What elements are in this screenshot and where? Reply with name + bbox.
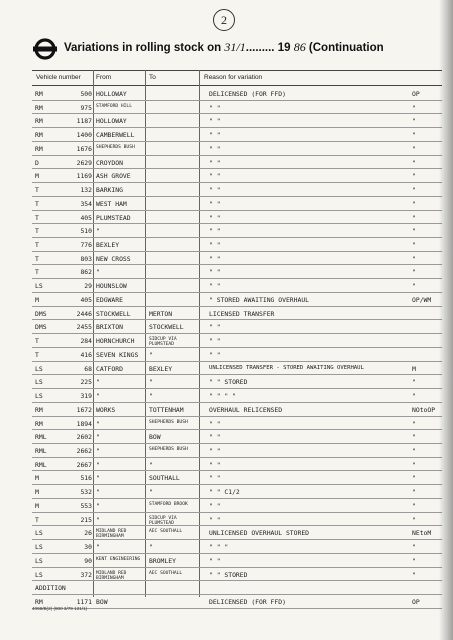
- vehicle-class: T: [35, 350, 39, 359]
- to-garage: BOW: [149, 433, 161, 442]
- from-garage: ": [96, 392, 100, 401]
- title-date: 31/1: [224, 40, 246, 54]
- vehicle-number: 975: [80, 103, 92, 112]
- vehicle-number: 1171: [76, 598, 92, 606]
- header-reason: Reason for variation: [204, 74, 263, 81]
- vehicle-number: 862: [80, 268, 92, 277]
- from-garage: HOUNSLOW: [96, 282, 127, 291]
- vehicle-class: LS: [35, 392, 43, 401]
- vehicle-class: LS: [35, 570, 43, 579]
- reason-text: " ": [209, 337, 221, 346]
- vehicle-class: T: [35, 213, 39, 222]
- vehicle-class: M: [35, 172, 39, 181]
- to-garage: ": [149, 543, 153, 552]
- vehicle-number: 68: [84, 364, 92, 373]
- vehicle-number: 2446: [76, 309, 92, 318]
- vehicle-number: 2629: [76, 158, 92, 167]
- vehicle-class: RM: [35, 598, 43, 606]
- status-code: OP: [412, 598, 420, 606]
- vehicle-number: 284: [80, 337, 92, 346]
- table-row: [32, 416, 442, 431]
- vehicle-number: 2667: [76, 460, 92, 469]
- reason-text: " ": [209, 515, 221, 524]
- table-row: [32, 100, 442, 115]
- vehicle-class: RM: [35, 103, 43, 112]
- table-row: [32, 168, 442, 183]
- reason-text: " " ": [209, 543, 229, 552]
- reason-text: " ": [209, 254, 221, 263]
- vehicle-number: 1894: [76, 419, 92, 428]
- from-garage: BEXLEY: [96, 241, 120, 250]
- table-row: [32, 443, 442, 458]
- vehicle-number: 405: [80, 295, 92, 304]
- from-garage: HOLLOWAY: [96, 117, 127, 126]
- status-code: ": [412, 254, 416, 263]
- from-garage: ": [96, 268, 100, 277]
- to-garage: ": [149, 460, 153, 469]
- reason-text: " ": [209, 117, 221, 126]
- from-garage: HORNCHURCH: [96, 337, 135, 346]
- vehicle-class: LS: [35, 364, 43, 373]
- status-code: ": [412, 172, 416, 181]
- to-garage: SIDCUP VIA PLUMSTEAD: [149, 515, 177, 526]
- london-transport-roundel-logo: [33, 37, 57, 61]
- status-code: ": [412, 446, 416, 455]
- table-row: [32, 319, 442, 334]
- from-garage: MIDLAND RED BIRMINGHAM: [96, 570, 127, 581]
- table-row: [32, 278, 442, 293]
- reason-text: " ": [209, 556, 221, 565]
- vehicle-number: 354: [80, 199, 92, 208]
- to-garage: SHEPHERDS BUSH: [149, 419, 188, 425]
- to-garage: AEC SOUTHALL: [149, 570, 183, 576]
- to-garage: AEC SOUTHALL: [149, 529, 183, 535]
- to-garage: STAMFORD BROOK: [149, 501, 188, 507]
- reason-text: OVERHAUL RELICENSED: [209, 405, 283, 414]
- table-row: [32, 127, 442, 142]
- vehicle-class: LS: [35, 529, 43, 538]
- to-garage: BEXLEY: [149, 364, 173, 373]
- vehicle-class: RM: [35, 405, 43, 414]
- reason-text: " ": [209, 186, 221, 195]
- vehicle-number: 2602: [76, 433, 92, 442]
- table-row: [32, 210, 442, 225]
- status-code: ": [412, 433, 416, 442]
- from-garage: ": [96, 227, 100, 236]
- form-footer-code: 4068/B(2) (800 3/79 121/1): [32, 606, 88, 611]
- from-garage: ": [96, 474, 100, 483]
- from-garage: BOW: [96, 598, 108, 606]
- vehicle-number: 132: [80, 186, 92, 195]
- reason-text: " " STORED: [209, 570, 248, 579]
- from-garage: HOLLOWAY: [96, 90, 127, 98]
- table-row: [32, 223, 442, 238]
- to-garage: ": [149, 488, 153, 497]
- status-code: NEtoM: [412, 529, 432, 538]
- table-row: [32, 498, 442, 513]
- from-garage: KENT ENGINEERING: [96, 556, 141, 562]
- table-row: [32, 182, 442, 197]
- vehicle-number: 215: [80, 515, 92, 524]
- to-garage: BROMLEY: [149, 556, 176, 565]
- reason-text: " ": [209, 501, 221, 510]
- vehicle-number: 372: [80, 570, 92, 579]
- vehicle-class: DMS: [35, 309, 47, 318]
- title-year: 86: [293, 40, 306, 54]
- from-garage: SEVEN KINGS: [96, 350, 139, 359]
- status-code: ": [412, 144, 416, 153]
- reason-text: " ": [209, 323, 221, 332]
- reason-text: " " " ": [209, 392, 236, 401]
- vehicle-class: LS: [35, 543, 43, 552]
- table-row: [32, 113, 442, 128]
- status-code: ": [412, 501, 416, 510]
- from-garage: STAMFORD HILL: [96, 103, 132, 109]
- reason-text: DELICENSED (FOR FFD): [209, 90, 286, 98]
- status-code: ": [412, 282, 416, 291]
- vehicle-class: RM: [35, 90, 43, 98]
- table-row: [32, 388, 442, 403]
- from-garage: ": [96, 433, 100, 442]
- table-row: [32, 251, 442, 266]
- table-row: [32, 594, 442, 609]
- reason-text: " ": [209, 172, 221, 181]
- vehicle-class: RML: [35, 460, 47, 469]
- table-row: [32, 512, 442, 527]
- from-garage: SHEPHERDS BUSH: [96, 144, 135, 150]
- vehicle-number: 225: [80, 378, 92, 387]
- vehicle-class: M: [35, 474, 39, 483]
- vehicle-number: 2455: [76, 323, 92, 332]
- vehicle-number: 553: [80, 501, 92, 510]
- reason-text: UNLICENSED TRANSFER - STORED AWAITING OVERHAUL: [209, 364, 364, 371]
- status-code: OP/WM: [412, 295, 432, 304]
- from-garage: WORKS: [96, 405, 116, 414]
- vehicle-number: 1169: [76, 172, 92, 181]
- vehicle-number: 532: [80, 488, 92, 497]
- status-code: ": [412, 488, 416, 497]
- vehicle-class: T: [35, 199, 39, 208]
- vehicle-class: T: [35, 268, 39, 277]
- vehicle-number: 2662: [76, 446, 92, 455]
- from-garage: CATFORD: [96, 364, 123, 373]
- status-code: ": [412, 460, 416, 469]
- reason-text: " STORED AWAITING OVERHAUL: [209, 295, 310, 304]
- status-code: M: [412, 364, 416, 373]
- table-row: [32, 553, 442, 568]
- vehicle-class: DMS: [35, 323, 47, 332]
- to-garage: SHEPHERDS BUSH: [149, 446, 188, 452]
- vehicle-class: T: [35, 337, 39, 346]
- reason-text: " ": [209, 158, 221, 167]
- vehicle-class: T: [35, 227, 39, 236]
- table-row: [32, 374, 442, 389]
- table-row: [32, 155, 442, 170]
- title-year-prefix: 19: [277, 42, 291, 54]
- to-garage: TOTTENHAM: [149, 405, 184, 414]
- header-to: To: [149, 74, 156, 81]
- page-number: 2: [213, 9, 235, 31]
- title-continuation: (Continuation: [308, 42, 384, 54]
- table-row: [32, 484, 442, 499]
- vehicle-number: 1400: [76, 131, 92, 140]
- vehicle-number: 1676: [76, 144, 92, 153]
- vehicle-class: RML: [35, 446, 47, 455]
- from-garage: PLUMSTEAD: [96, 213, 131, 222]
- from-garage: EDGWARE: [96, 295, 123, 304]
- from-garage: WEST HAM: [96, 199, 127, 208]
- status-code: ": [412, 419, 416, 428]
- table-row: [32, 580, 442, 595]
- status-code: ": [412, 131, 416, 140]
- table-row: [32, 333, 442, 348]
- reason-text: " " C1/2: [209, 488, 240, 497]
- vehicle-number: 26: [84, 529, 92, 538]
- table-row: [32, 237, 442, 252]
- reason-text: " ": [209, 227, 221, 236]
- reason-text: " " STORED: [209, 378, 248, 387]
- reason-text: LICENSED TRANSFER: [209, 309, 275, 318]
- header-from: From: [96, 74, 112, 81]
- to-garage: STOCKWELL: [149, 323, 184, 332]
- from-garage: CAMBERWELL: [96, 131, 135, 140]
- status-code: ": [412, 556, 416, 565]
- reason-text: " ": [209, 419, 221, 428]
- status-code: ": [412, 570, 416, 579]
- to-garage: MERTON: [149, 309, 173, 318]
- table-row: [32, 306, 442, 321]
- vehicle-class: RM: [35, 144, 43, 153]
- to-garage: SOUTHALL: [149, 474, 180, 483]
- title-prefix: Variations in rolling stock on: [64, 42, 222, 54]
- reason-text: " ": [209, 282, 221, 291]
- from-garage: ": [96, 378, 100, 387]
- vehicle-class: LS: [35, 556, 43, 565]
- vehicle-class: RM: [35, 131, 43, 140]
- table-row: [32, 361, 442, 376]
- status-code: ": [412, 199, 416, 208]
- vehicle-number: 510: [80, 227, 92, 236]
- reason-text: " ": [209, 213, 221, 222]
- status-code: ": [412, 241, 416, 250]
- reason-text: " ": [209, 268, 221, 277]
- status-code: ": [412, 378, 416, 387]
- from-garage: MIDLAND RED BIRMINGHAM: [96, 529, 127, 540]
- table-row: [32, 264, 442, 279]
- from-garage: ASH GROVE: [96, 172, 131, 181]
- from-garage: ": [96, 419, 100, 428]
- from-garage: STOCKWELL: [96, 309, 131, 318]
- vehicle-class: LS: [35, 378, 43, 387]
- to-garage: ": [149, 378, 153, 387]
- to-garage: ": [149, 350, 153, 359]
- vehicle-number: 416: [80, 350, 92, 359]
- table-row: [32, 402, 442, 417]
- reason-text: " ": [209, 144, 221, 153]
- vehicle-class: M: [35, 295, 39, 304]
- from-garage: ": [96, 446, 100, 455]
- vehicle-number: 405: [80, 213, 92, 222]
- table-row: [32, 539, 442, 554]
- vehicle-class: M: [35, 488, 39, 497]
- from-garage: ": [96, 460, 100, 469]
- reason-text: " ": [209, 199, 221, 208]
- vehicle-class: T: [35, 241, 39, 250]
- vehicle-number: 803: [80, 254, 92, 263]
- from-garage: ": [96, 488, 100, 497]
- vehicle-number: 29: [84, 282, 92, 291]
- table-row: [32, 86, 442, 101]
- vehicle-class: RML: [35, 433, 47, 442]
- vehicle-number: 500: [80, 90, 92, 98]
- table-row: [32, 292, 442, 307]
- status-code: ": [412, 103, 416, 112]
- from-garage: ": [96, 515, 100, 524]
- reason-text: " ": [209, 474, 221, 483]
- table-row: [32, 347, 442, 362]
- status-code: ": [412, 227, 416, 236]
- reason-text: " ": [209, 350, 221, 359]
- status-code: OP: [412, 90, 420, 98]
- vehicle-number: 319: [80, 392, 92, 401]
- table-row: [32, 457, 442, 472]
- status-code: ": [412, 186, 416, 195]
- table-row: [32, 470, 442, 485]
- reason-text: UNLICENSED OVERHAUL STORED: [209, 529, 310, 538]
- table-row: [32, 196, 442, 211]
- vehicle-class: T: [35, 254, 39, 263]
- table-row: [32, 525, 442, 540]
- reason-text: " ": [209, 131, 221, 140]
- reason-text: DELICENSED (FOR FFD): [209, 598, 286, 606]
- header-vehicle-number: Vehicle number: [36, 74, 81, 81]
- status-code: ": [412, 474, 416, 483]
- status-code: ": [412, 543, 416, 552]
- page-edge-shadow: [439, 0, 453, 640]
- reason-text: " ": [209, 446, 221, 455]
- from-garage: ": [96, 501, 100, 510]
- vehicle-number: 1672: [76, 405, 92, 414]
- vehicle-class: LS: [35, 282, 43, 291]
- vehicle-number: 30: [84, 543, 92, 552]
- reason-text: " ": [209, 460, 221, 469]
- vehicle-number: 90: [84, 556, 92, 565]
- to-garage: ": [149, 392, 153, 401]
- vehicle-number: 516: [80, 474, 92, 483]
- vehicle-number: 1187: [76, 117, 92, 126]
- vehicle-number: 776: [80, 241, 92, 250]
- to-garage: SIDCUP VIA PLUMSTEAD: [149, 337, 177, 348]
- reason-text: " ": [209, 433, 221, 442]
- table-row: [32, 567, 442, 582]
- status-code: ": [412, 392, 416, 401]
- form-title: Variations in rolling stock on 31/1......... 19 86 (Continuation: [64, 40, 384, 54]
- status-code: ": [412, 515, 416, 524]
- from-garage: NEW CROSS: [96, 254, 131, 263]
- vehicle-class: RM: [35, 419, 43, 428]
- status-code: ": [412, 268, 416, 277]
- from-garage: CROYDON: [96, 158, 123, 167]
- status-code: ": [412, 158, 416, 167]
- reason-text: " ": [209, 241, 221, 250]
- vehicle-class: RM: [35, 117, 43, 126]
- status-code: NOtoOP: [412, 405, 436, 414]
- from-garage: ": [96, 543, 100, 552]
- table-row: [32, 141, 442, 156]
- reason-text: " ": [209, 103, 221, 112]
- vehicle-class: ADDITION: [35, 584, 66, 593]
- vehicle-class: T: [35, 515, 39, 524]
- vehicle-class: T: [35, 186, 39, 195]
- vehicle-class: D: [35, 158, 39, 167]
- table-row: [32, 429, 442, 444]
- status-code: ": [412, 117, 416, 126]
- from-garage: BARKING: [96, 186, 123, 195]
- vehicle-class: M: [35, 501, 39, 510]
- status-code: ": [412, 213, 416, 222]
- from-garage: BRIXTON: [96, 323, 123, 332]
